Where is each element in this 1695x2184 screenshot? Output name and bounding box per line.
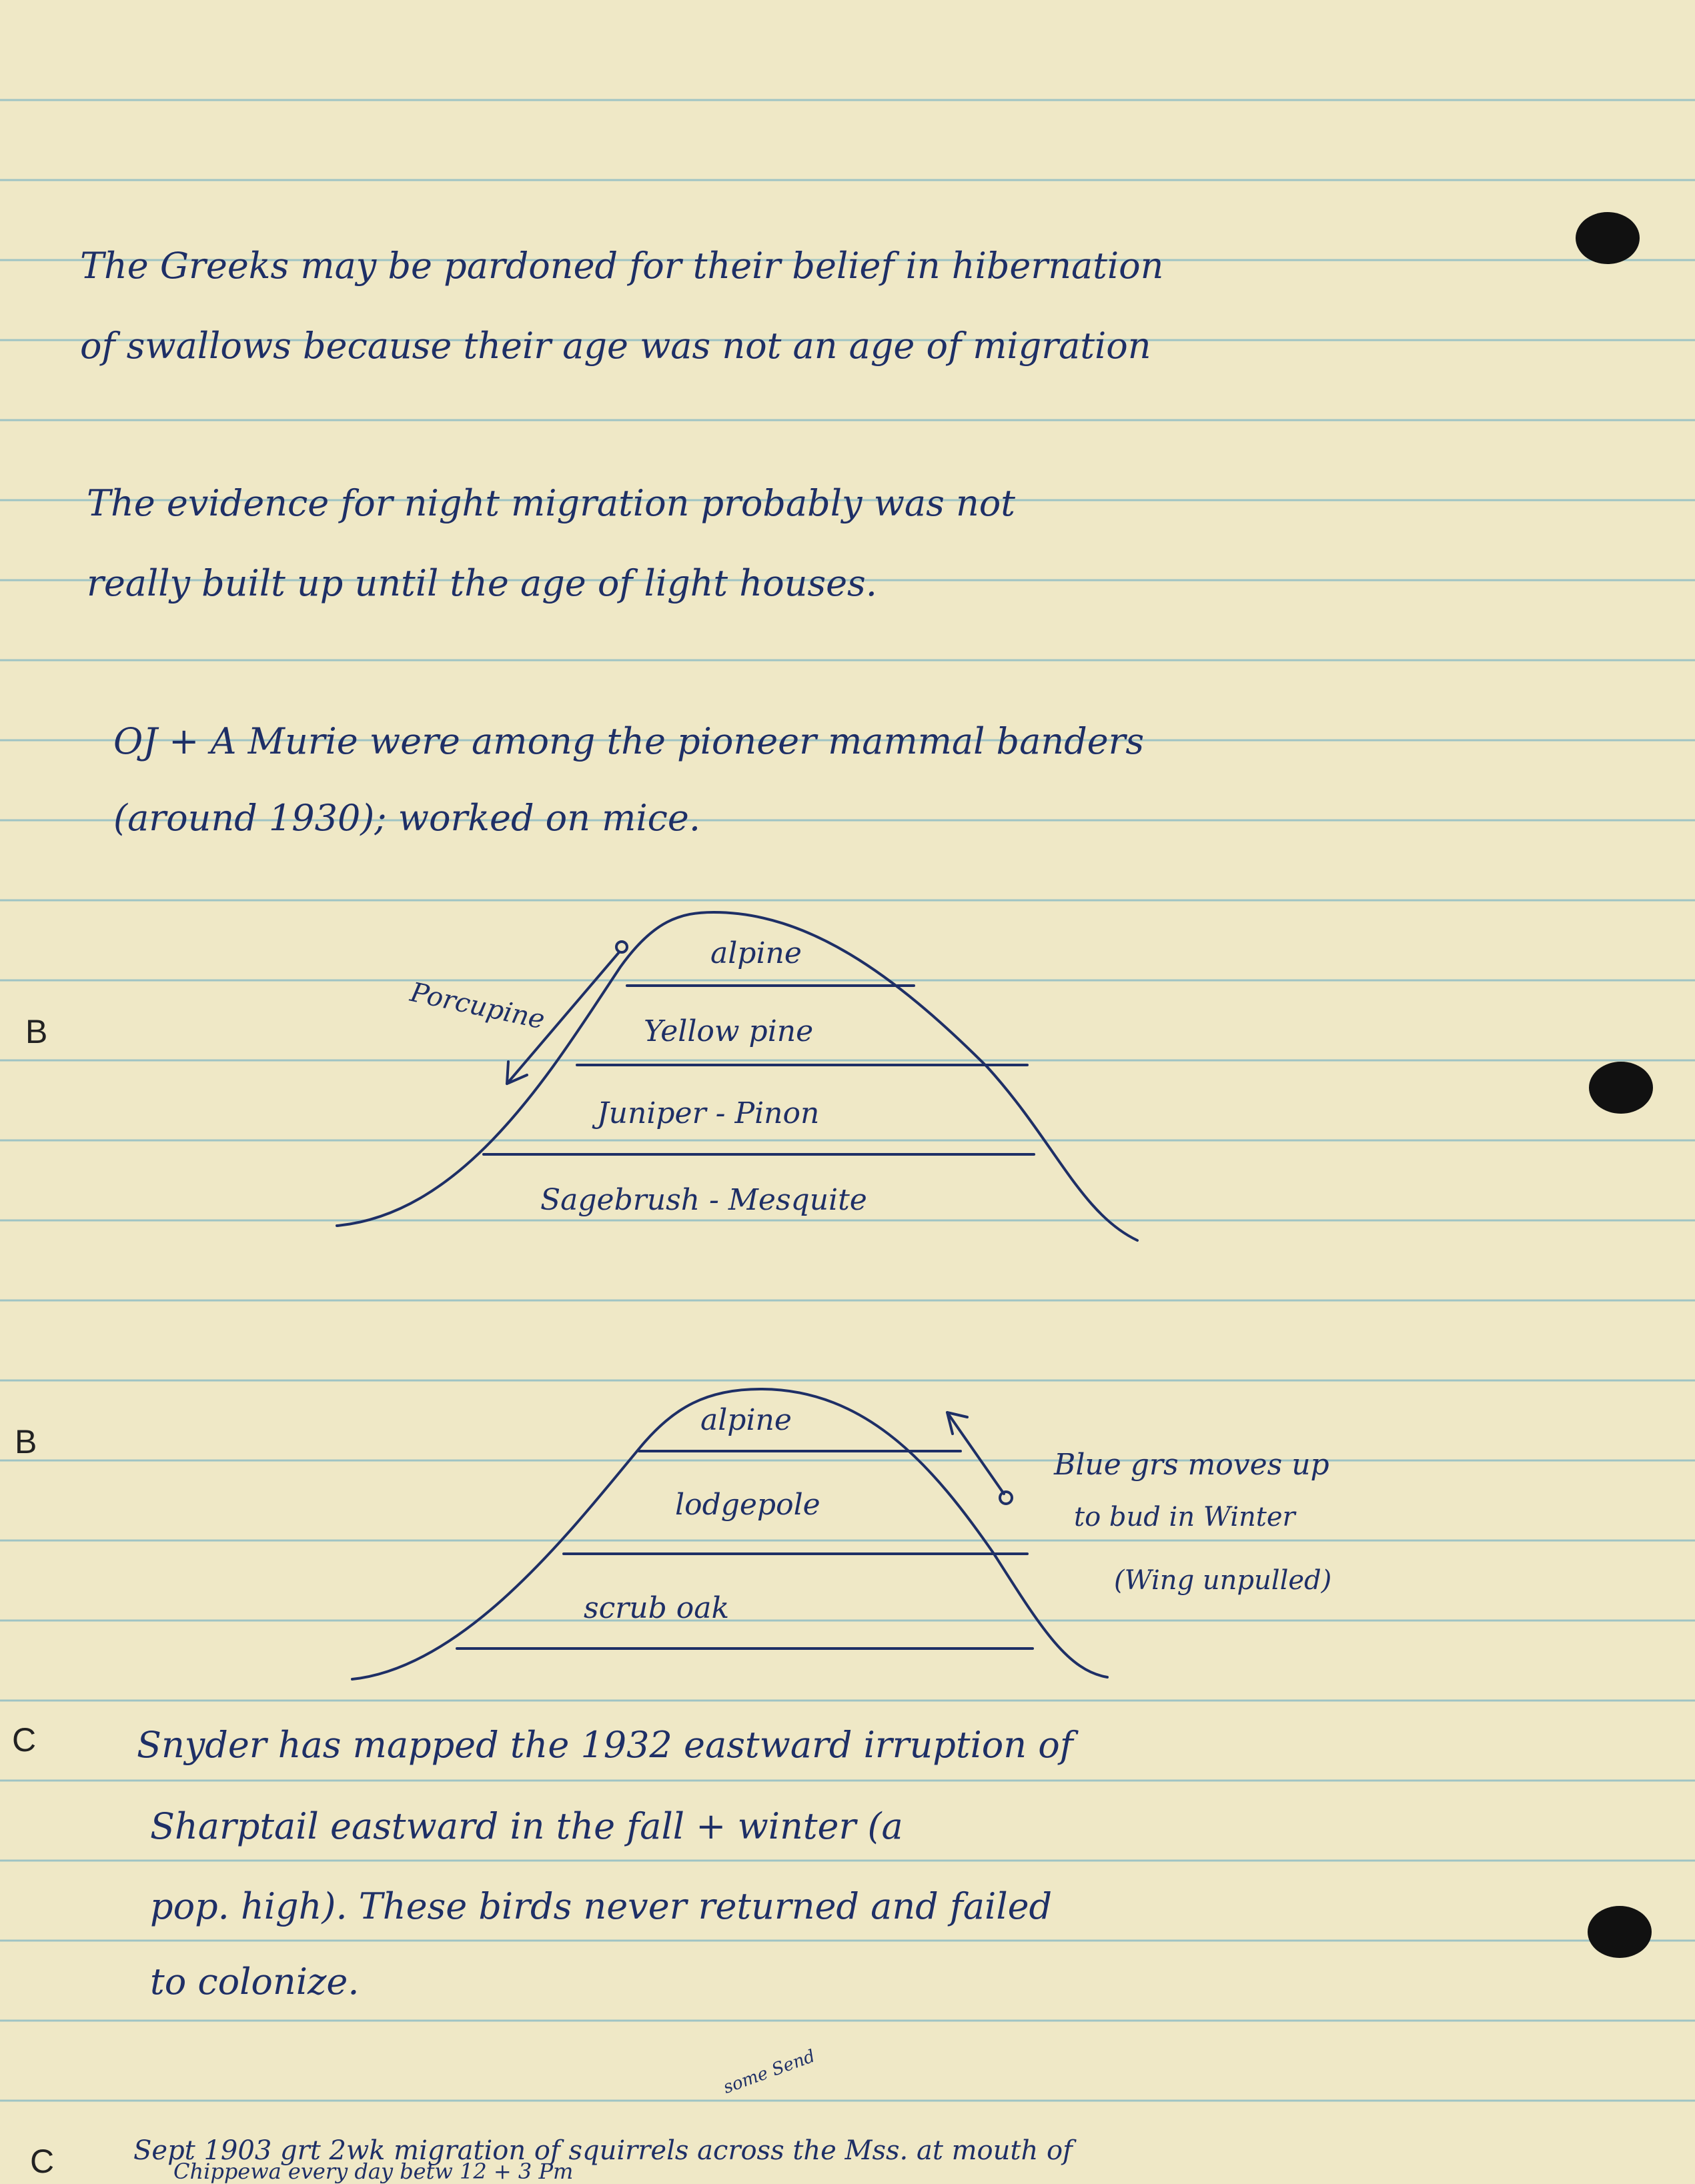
zone-label-scrub-oak: scrub oak	[584, 1591, 730, 1625]
zone-label-alpine-2: alpine	[700, 1403, 792, 1437]
note-murie-line-2: (around 1930); worked on mice.	[113, 797, 700, 839]
note-night-line-1: The evidence for night migration probably was not	[87, 482, 1015, 524]
note-snyder-line-2: Sharptail eastward in the fall + winter (a	[150, 1805, 903, 1847]
blue-grouse-note-line-3: (Wing unpulled)	[1114, 1565, 1332, 1596]
note-greeks-line-2: of swallows because their age was not an age of migration	[80, 325, 1151, 367]
zone-label-sagebrush-mesquite: Sagebrush - Mesquite	[540, 1183, 867, 1217]
margin-label-b-1: B	[25, 1013, 48, 1050]
note-snyder-line-4: to colonize.	[150, 1961, 360, 2003]
note-snyder-line-1: Snyder has mapped the 1932 eastward irruption of	[137, 1724, 1073, 1766]
blue-grouse-note-line-2: to bud in Winter	[1074, 1502, 1295, 1532]
porcupine-label: Porcupine	[408, 977, 548, 1036]
note-snyder-line-3: pop. high). These birds never returned and failed	[150, 1885, 1053, 1927]
margin-label-c-1: C	[12, 1721, 37, 1759]
margin-label-c-2: C	[30, 2143, 55, 2180]
zone-label-lodgepole: lodgepole	[675, 1488, 820, 1522]
blue-grouse-arrow-origin	[1000, 1492, 1012, 1504]
squirrels-insert: some Send	[720, 2046, 818, 2098]
zone-label-alpine-1: alpine	[710, 936, 802, 970]
blue-grouse-note-line-1: Blue grs moves up	[1054, 1448, 1329, 1482]
note-murie-line-1: OJ + A Murie were among the pioneer mammal banders	[113, 720, 1145, 762]
note-squirrels-line-2: Chippewa every day betw 12 + 3 Pm	[173, 2159, 574, 2184]
zone-label-yellow-pine: Yellow pine	[644, 1014, 814, 1048]
note-night-line-2: really built up until the age of light houses.	[87, 562, 877, 604]
blue-grouse-arrow-line	[947, 1412, 1004, 1494]
note-greeks-line-1: The Greeks may be pardoned for their belief in hibernation	[80, 245, 1164, 287]
zone-label-juniper-pinon: Juniper - Pinon	[597, 1096, 820, 1130]
margin-label-b-2: B	[15, 1423, 37, 1460]
porcupine-arrow-origin	[616, 942, 627, 952]
note-squirrels-line-1: Sept 1903 grt 2wk migration of squirrels across the Mss. at mouth of	[133, 2135, 1073, 2166]
